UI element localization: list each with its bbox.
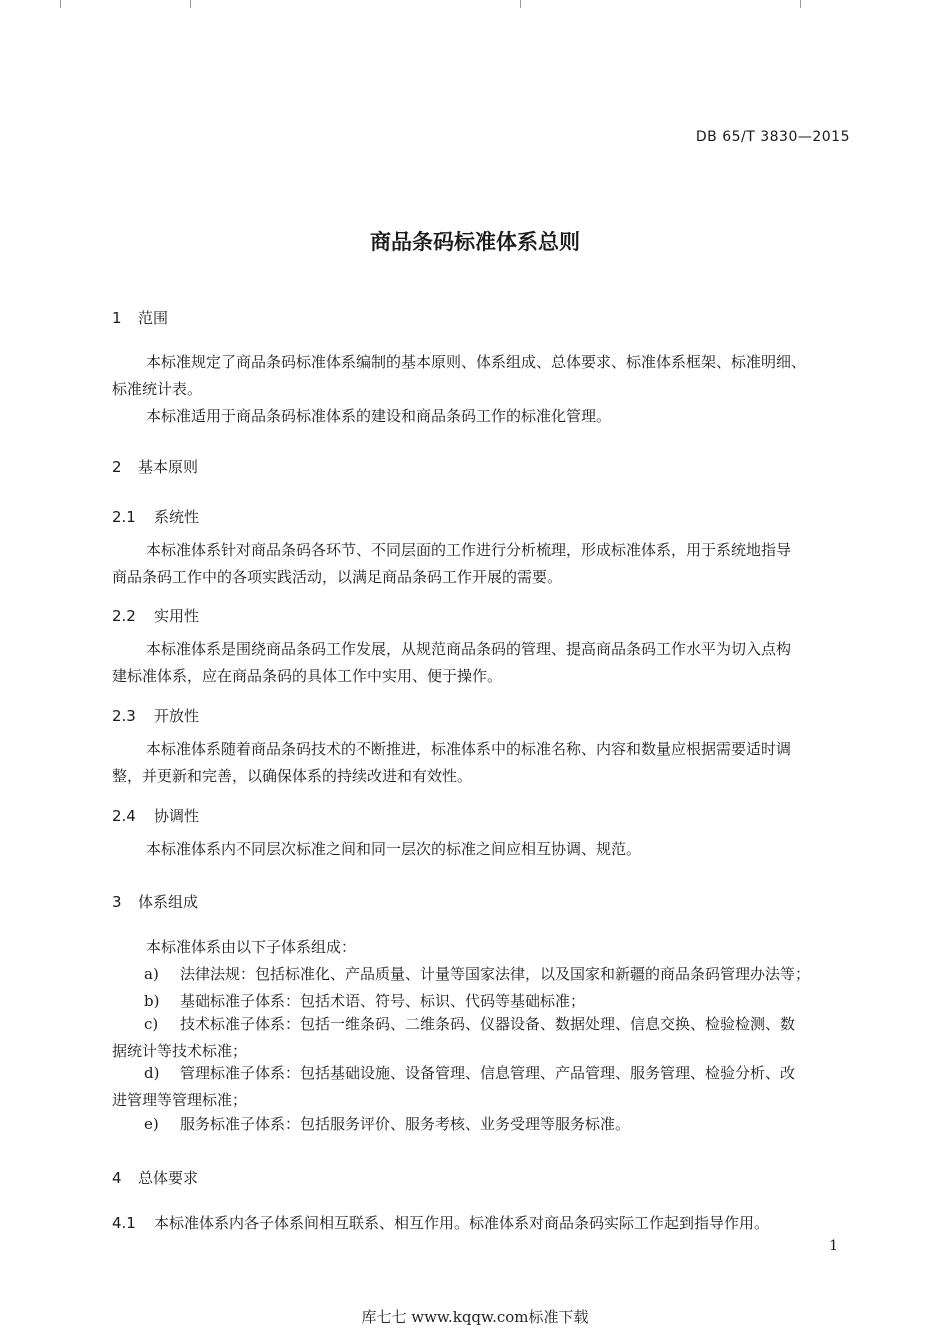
section-title: 基本原则 [138, 458, 199, 476]
paragraph-line: 本标准规定了商品条码标准体系编制的基本原则、体系组成、总体要求、标准体系框架、标准明细、 [146, 353, 807, 371]
list-item [112, 1111, 854, 1138]
list-item-text: 据统计等技术标准； [112, 1042, 248, 1060]
paragraph-2-1 [112, 537, 852, 591]
section-number: 3 [112, 893, 122, 911]
section-title: 体系组成 [138, 893, 199, 911]
section-heading-2 [112, 456, 198, 477]
footer-watermark: 库七七 www.kqqw.com标准下载 [361, 1308, 589, 1326]
clause-text: 本标准体系内各子体系间相互联系、相互作用。标准体系对商品条码实际工作起到指导作用。 [154, 1214, 770, 1232]
paragraph-scope-1 [112, 349, 852, 403]
section-number: 4 [112, 1169, 122, 1187]
list-marker: a) [144, 965, 159, 983]
section-number: 1 [112, 309, 122, 327]
page-number: 1 [829, 1238, 838, 1254]
document-title: 商品条码标准体系总则 [370, 230, 580, 254]
section-title: 范围 [138, 309, 169, 327]
section-title: 总体要求 [138, 1169, 199, 1187]
section-heading-2-3 [112, 705, 199, 726]
section-number: 2.1 [112, 508, 136, 526]
list-item-text: 技术标准子体系：包括一维条码、二维条码、仪器设备、数据处理、信息交换、检验检测、数 [180, 1015, 796, 1033]
section-heading-3 [112, 891, 198, 912]
list-marker: b) [144, 992, 160, 1010]
section-title: 系统性 [154, 508, 200, 526]
list-item [112, 1060, 854, 1114]
list-item-text: 服务标准子体系：包括服务评价、服务考核、业务受理等服务标准。 [180, 1115, 631, 1133]
list-marker: e) [144, 1115, 159, 1133]
list-item-text: 进管理等管理标准； [112, 1091, 248, 1109]
section-heading-2-4 [112, 805, 199, 826]
section-number: 2.4 [112, 807, 136, 825]
list-marker: d) [144, 1064, 160, 1082]
paragraph-scope-2 [112, 403, 852, 430]
crop-mark [800, 0, 801, 8]
paragraph-2-2 [112, 636, 852, 690]
paragraph-line: 本标准体系内不同层次标准之间和同一层次的标准之间应相互协调、规范。 [146, 840, 642, 858]
section-number: 2 [112, 458, 122, 476]
paragraph-2-4 [112, 836, 852, 863]
section-heading-2-1 [112, 506, 199, 527]
list-item-text: 法律法规：包括标准化、产品质量、计量等国家法律，以及国家和新疆的商品条码管理办法等； [180, 965, 811, 983]
section-heading-4 [112, 1167, 198, 1188]
section-heading-2-2 [112, 605, 199, 626]
section-number: 2.2 [112, 607, 136, 625]
paragraph-line: 商品条码工作中的各项实践活动，以满足商品条码工作开展的需要。 [112, 568, 563, 586]
paragraph-line: 本标准体系针对商品条码各环节、不同层面的工作进行分析梳理，形成标准体系，用于系统地指导 [146, 541, 792, 559]
section-title: 开放性 [154, 707, 200, 725]
section-number: 2.3 [112, 707, 136, 725]
paragraph-line: 本标准体系随着商品条码技术的不断推进，标准体系中的标准名称、内容和数量应根据需要适时调 [146, 740, 792, 758]
crop-mark [60, 0, 61, 8]
paragraph-2-3 [112, 736, 852, 790]
section-number: 4.1 [112, 1214, 136, 1232]
list-item [112, 961, 854, 988]
crop-mark [190, 0, 191, 8]
list-item-text: 基础标准子体系：包括术语、符号、标识、代码等基础标准； [180, 992, 586, 1010]
section-title: 协调性 [154, 807, 200, 825]
paragraph-line: 标准统计表。 [112, 380, 203, 398]
section-heading-1 [112, 307, 168, 328]
paragraph-line: 本标准体系是围绕商品条码工作发展，从规范商品条码的管理、提高商品条码工作水平为切入点构 [146, 640, 792, 658]
paragraph-line: 整，并更新和完善，以确保体系的持续改进和有效性。 [112, 767, 473, 785]
list-item-text: 管理标准子体系：包括基础设施、设备管理、信息管理、产品管理、服务管理、检验分析、改 [180, 1064, 796, 1082]
clause-4-1 [112, 1212, 769, 1233]
paragraph-line: 建标准体系，应在商品条码的具体工作中实用、便于操作。 [112, 667, 503, 685]
paragraph-line: 本标准体系由以下子体系组成： [146, 938, 357, 956]
crop-mark [520, 0, 521, 8]
list-marker: c) [144, 1015, 159, 1033]
paragraph-3-intro [112, 934, 852, 961]
paragraph-line: 本标准适用于商品条码标准体系的建设和商品条码工作的标准化管理。 [146, 407, 612, 425]
list-item [112, 1011, 854, 1065]
section-title: 实用性 [154, 607, 200, 625]
standard-code: DB 65/T 3830—2015 [695, 129, 850, 145]
